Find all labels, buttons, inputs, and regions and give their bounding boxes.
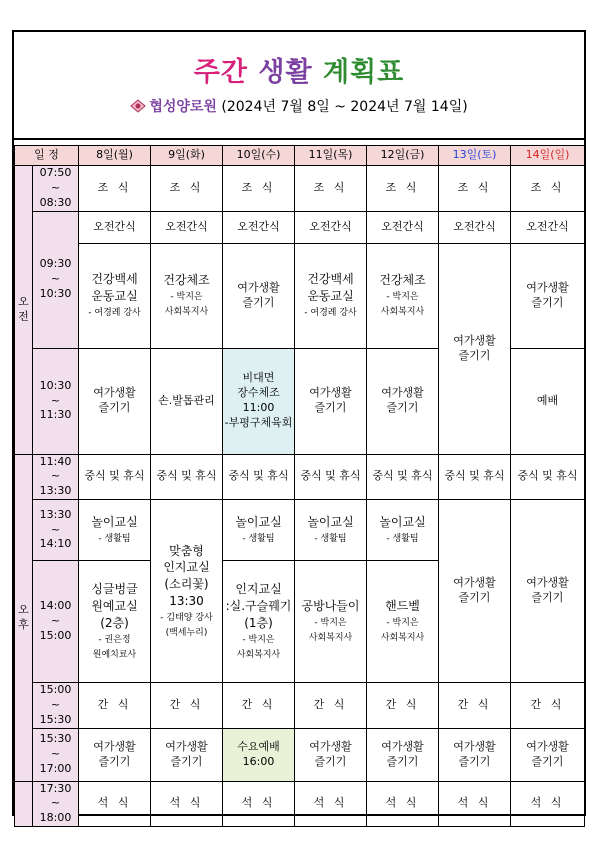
- activity-title: 맞춤형: [169, 543, 204, 558]
- time-slot-1330: [33, 500, 79, 561]
- activity-title: 장수체조: [237, 386, 280, 400]
- morning-snack-cell: 오전간식: [511, 211, 585, 243]
- leisure-text: 여가생활: [93, 386, 136, 400]
- leisure-cell: [151, 728, 223, 781]
- activity-fri-0930: [367, 243, 439, 348]
- morning-snack-cell: 오전간식: [295, 211, 367, 243]
- leisure-text: 즐기기: [531, 295, 564, 309]
- dinner-cell: 석 식: [151, 781, 223, 827]
- activity-title: (소리꽃): [164, 577, 209, 592]
- leisure-cell-sat-pm: [439, 500, 511, 683]
- activity-note: - 생활팀: [98, 534, 131, 545]
- time-slot-0930: [33, 211, 79, 348]
- time-sep: ~: [50, 393, 61, 407]
- breakfast-cell: 조 식: [151, 166, 223, 212]
- lunch-cell: 중식 및 휴식: [511, 454, 585, 500]
- leisure-cell: [295, 348, 367, 454]
- time-start: 17:30: [39, 781, 72, 795]
- leisure-cell: [295, 728, 367, 781]
- activity-title: (2층): [100, 616, 129, 631]
- day-header-sat: 13일(토): [439, 146, 511, 166]
- schedule-label: 일 정: [15, 146, 79, 166]
- play-class-cell: [79, 500, 151, 561]
- activity-wed-1530: [223, 728, 295, 781]
- leisure-text: 여가생활: [381, 386, 424, 400]
- dinner-cell: 석 식: [223, 781, 295, 827]
- breakfast-cell: 조 식: [223, 166, 295, 212]
- period-am: [15, 166, 33, 455]
- activity-note: - 김태양 강사: [160, 612, 213, 623]
- activity-mon-0930: [79, 243, 151, 348]
- leisure-text: 즐기기: [386, 754, 419, 768]
- leisure-cell: [223, 243, 295, 348]
- leisure-cell-sat-am: [439, 243, 511, 454]
- row-morning-snack: [15, 211, 585, 243]
- leisure-text: 여가생활: [93, 739, 136, 753]
- leisure-text: 여가생활: [526, 280, 569, 294]
- leisure-text: 즐기기: [386, 401, 419, 415]
- activity-note: 사회복지사: [164, 306, 209, 317]
- activity-note: -부평구체육회: [224, 415, 293, 429]
- time-sep: ~: [50, 272, 61, 286]
- leisure-cell: [79, 348, 151, 454]
- time-start: 10:30: [39, 378, 72, 392]
- org-name: 협성양로원: [149, 99, 217, 115]
- lunch-cell: 중식 및 휴식: [151, 454, 223, 500]
- leisure-cell: [439, 728, 511, 781]
- activity-title: 인지교실: [163, 560, 210, 575]
- activity-note: 사회복지사: [380, 632, 425, 643]
- subtitle: [14, 96, 584, 116]
- activity-note: - 권은정: [98, 634, 131, 645]
- snack-cell: 간 식: [223, 683, 295, 729]
- row-1530: [15, 728, 585, 781]
- activity-title: 비대면: [242, 371, 275, 385]
- leisure-cell-sun-pm: [511, 500, 585, 683]
- row-breakfast: [15, 166, 585, 212]
- time-sep: ~: [50, 180, 61, 194]
- activity-time: 13:30: [169, 594, 204, 609]
- leisure-text: 즐기기: [458, 754, 491, 768]
- activity-title: 수요예배: [237, 739, 280, 753]
- leisure-text: 즐기기: [314, 754, 347, 768]
- leisure-text: 즐기기: [98, 754, 131, 768]
- dinner-cell: 석 식: [79, 781, 151, 827]
- leisure-text: 여가생활: [453, 739, 496, 753]
- play-class-cell: [223, 500, 295, 561]
- page-title: [14, 50, 584, 89]
- time-slot-1030: [33, 348, 79, 454]
- day-header-mon: 8일(월): [79, 146, 151, 166]
- time-start: 14:00: [39, 599, 72, 613]
- activity-note: - 여경례 강사: [304, 307, 357, 318]
- snack-cell: 간 식: [295, 683, 367, 729]
- activity-note: 사회복지사: [380, 306, 425, 317]
- title-part-3: 계획표: [322, 57, 405, 88]
- leisure-text: 즐기기: [314, 401, 347, 415]
- snack-cell: 간 식: [439, 683, 511, 729]
- row-1330: [15, 500, 585, 561]
- activity-title: 운동교실: [91, 289, 138, 304]
- lunch-cell: 중식 및 휴식: [223, 454, 295, 500]
- time-slot-1530: [33, 728, 79, 781]
- activity-note: - 박지은: [386, 292, 419, 303]
- activity-thu-0930: [295, 243, 367, 348]
- morning-snack-cell: 오전간식: [79, 211, 151, 243]
- leisure-text: 즐기기: [98, 401, 131, 415]
- activity-title: 건강백세: [91, 272, 138, 287]
- breakfast-cell: 조 식: [79, 166, 151, 212]
- activity-tue-0930: [151, 243, 223, 348]
- activity-time: 16:00: [242, 754, 275, 768]
- period-am-char-2: 전: [18, 309, 29, 323]
- activity-title: 놀이교실: [307, 515, 354, 530]
- leisure-text: 여가생활: [453, 576, 496, 590]
- day-header-sun: 14일(일): [511, 146, 585, 166]
- leisure-text: 즐기기: [531, 591, 564, 605]
- row-0930: [15, 243, 585, 348]
- leisure-text: 여가생활: [381, 739, 424, 753]
- activity-note: - 박지은: [314, 618, 347, 629]
- leisure-cell: [79, 728, 151, 781]
- snack-cell: 간 식: [367, 683, 439, 729]
- activity-note: 원예치료사: [92, 649, 137, 660]
- time-slot-1500: [33, 683, 79, 729]
- leisure-text: 여가생활: [453, 333, 496, 347]
- time-sep: ~: [50, 614, 61, 628]
- lunch-cell: 중식 및 휴식: [79, 454, 151, 500]
- snack-cell: 간 식: [79, 683, 151, 729]
- activity-note: - 박지은: [242, 634, 275, 645]
- time-start: 15:00: [39, 683, 72, 697]
- breakfast-cell: 조 식: [367, 166, 439, 212]
- period-pm-char-2: 후: [18, 617, 29, 631]
- leisure-text: 즐기기: [458, 591, 491, 605]
- leisure-cell: [367, 348, 439, 454]
- activity-note: 사회복지사: [308, 632, 353, 643]
- activity-title: :실.구슬꿰기: [225, 599, 292, 614]
- activity-title: 원예교실: [91, 599, 138, 614]
- time-end: 13:30: [39, 484, 72, 498]
- day-header-thu: 11일(목): [295, 146, 367, 166]
- breakfast-cell: 조 식: [511, 166, 585, 212]
- time-end: 08:30: [39, 195, 72, 209]
- dinner-cell: 석 식: [367, 781, 439, 827]
- activity-title: 싱글벙글: [91, 582, 138, 597]
- activity-title: 공방나들이: [301, 599, 360, 614]
- activity-tue-1030: 손.발톱관리: [151, 348, 223, 454]
- period-pm: [15, 454, 33, 781]
- schedule-table: [14, 145, 585, 827]
- leisure-cell: [511, 243, 585, 348]
- play-class-cell: [295, 500, 367, 561]
- activity-sun-1030: 예배: [511, 348, 585, 454]
- activity-thu-1400: [295, 561, 367, 683]
- leisure-text: 즐기기: [458, 348, 491, 362]
- title-part-2: 생활: [258, 57, 313, 88]
- day-header-tue: 9일(화): [151, 146, 223, 166]
- activity-note: - 생활팀: [314, 534, 347, 545]
- period-blank: [15, 781, 33, 827]
- period-am-char-1: 오: [18, 294, 29, 308]
- day-header-fri: 12일(금): [367, 146, 439, 166]
- leisure-text: 여가생활: [165, 739, 208, 753]
- activity-note: - 생활팀: [386, 534, 419, 545]
- activity-note: - 생활팀: [242, 534, 275, 545]
- time-sep: ~: [50, 796, 61, 810]
- time-end: 11:30: [39, 408, 72, 422]
- time-end: 15:00: [39, 628, 72, 642]
- lunch-cell: 중식 및 휴식: [295, 454, 367, 500]
- activity-time: 11:00: [242, 401, 275, 415]
- activity-fri-1400: [367, 561, 439, 683]
- morning-snack-cell: 오전간식: [367, 211, 439, 243]
- activity-title: 운동교실: [307, 289, 354, 304]
- activity-title: 놀이교실: [235, 515, 282, 530]
- dinner-cell: 석 식: [511, 781, 585, 827]
- time-end: 18:00: [39, 811, 72, 825]
- breakfast-cell: 조 식: [439, 166, 511, 212]
- time-end: 10:30: [39, 286, 72, 300]
- activity-title: 건강체조: [163, 273, 210, 288]
- schedule-frame: [12, 30, 586, 825]
- time-sep: ~: [50, 697, 61, 711]
- play-class-cell: [367, 500, 439, 561]
- activity-title: 건강백세: [307, 272, 354, 287]
- org-logo-icon: [130, 99, 146, 113]
- time-end: 17:00: [39, 762, 72, 776]
- time-start: 15:30: [39, 732, 72, 746]
- time-sep: ~: [50, 522, 61, 536]
- activity-title: 인지교실: [235, 582, 282, 597]
- row-dinner: [15, 781, 585, 827]
- leisure-text: 여가생활: [309, 386, 352, 400]
- day-header-wed: 10일(수): [223, 146, 295, 166]
- time-sep: ~: [50, 469, 61, 483]
- leisure-text: 여가생활: [237, 280, 280, 294]
- activity-wed-1400: [223, 561, 295, 683]
- time-start: 11:40: [39, 454, 72, 468]
- activity-note: - 박지은: [170, 292, 203, 303]
- leisure-text: 여가생활: [526, 739, 569, 753]
- activity-title: 놀이교실: [379, 515, 426, 530]
- leisure-cell: [511, 728, 585, 781]
- morning-snack-cell: 오전간식: [151, 211, 223, 243]
- title-part-1: 주간: [193, 57, 248, 88]
- leisure-cell: [367, 728, 439, 781]
- page-header: [14, 32, 584, 140]
- date-range: (2024년 7월 8일 ~ 2024년 7월 14일): [221, 99, 468, 115]
- time-start: 09:30: [39, 257, 72, 271]
- breakfast-cell: 조 식: [295, 166, 367, 212]
- time-slot-1140: [33, 454, 79, 500]
- snack-cell: 간 식: [511, 683, 585, 729]
- time-start: 07:50: [39, 166, 72, 179]
- time-slot-0750: [33, 166, 79, 212]
- period-pm-char-1: 오: [18, 602, 29, 616]
- lunch-cell: 중식 및 휴식: [439, 454, 511, 500]
- activity-mon-1400: [79, 561, 151, 683]
- leisure-text: 즐기기: [242, 295, 275, 309]
- leisure-text: 즐기기: [170, 754, 203, 768]
- time-start: 13:30: [39, 507, 72, 521]
- header-row: [15, 146, 585, 166]
- morning-snack-cell: 오전간식: [223, 211, 295, 243]
- row-snack: [15, 683, 585, 729]
- time-slot-1400: [33, 561, 79, 683]
- snack-cell: 간 식: [151, 683, 223, 729]
- activity-note: - 박지은: [386, 618, 419, 629]
- dinner-cell: 석 식: [295, 781, 367, 827]
- activity-wed-1030: [223, 348, 295, 454]
- activity-title: 건강체조: [379, 273, 426, 288]
- activity-title: (1층): [244, 616, 273, 631]
- leisure-text: 여가생활: [309, 739, 352, 753]
- activity-title: 핸드벨: [385, 599, 420, 614]
- activity-note: - 여경례 강사: [88, 307, 141, 318]
- activity-title: 놀이교실: [91, 515, 138, 530]
- activity-note: (백세누리): [165, 627, 208, 638]
- morning-snack-cell: 오전간식: [439, 211, 511, 243]
- row-lunch: [15, 454, 585, 500]
- time-slot-1730: [33, 781, 79, 827]
- time-sep: ~: [50, 747, 61, 761]
- leisure-text: 즐기기: [531, 754, 564, 768]
- dinner-cell: 석 식: [439, 781, 511, 827]
- leisure-text: 여가생활: [526, 576, 569, 590]
- activity-note: 사회복지사: [236, 649, 281, 660]
- time-end: 14:10: [39, 537, 72, 551]
- lunch-cell: 중식 및 휴식: [367, 454, 439, 500]
- activity-tue-pm: [151, 500, 223, 683]
- time-end: 15:30: [39, 712, 72, 726]
